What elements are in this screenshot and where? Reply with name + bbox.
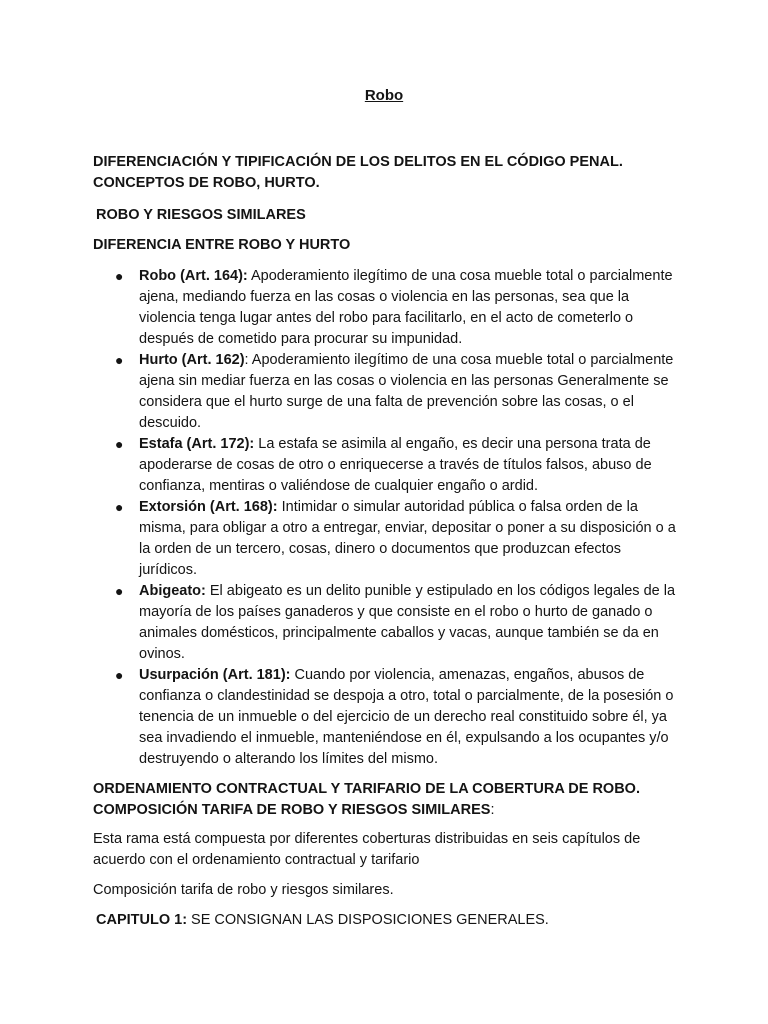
- bullet-icon: ●: [115, 352, 124, 368]
- paragraph-composicion: Composición tarifa de robo y riesgos similares.: [93, 882, 394, 898]
- section-heading-colon: :: [490, 802, 495, 818]
- section-heading: [93, 779, 683, 821]
- bullet-icon: ●: [115, 436, 124, 452]
- item-term: Abigeato:: [139, 583, 206, 599]
- section-heading-line-2: COMPOSICIÓN TARIFA DE ROBO Y RIESGOS SIMILARES: [93, 802, 491, 818]
- main-heading-line-1: DIFERENCIACIÓN Y TIPIFICACIÓN DE LOS DELITOS EN EL CÓDIGO PENAL.: [93, 154, 623, 170]
- bullet-icon: ●: [115, 583, 124, 599]
- item-term: Hurto (Art. 162): [139, 352, 245, 368]
- subheading-robo-riesgos: ROBO Y RIESGOS SIMILARES: [96, 207, 306, 223]
- bullet-icon: ●: [115, 499, 124, 515]
- list-item: [93, 497, 683, 581]
- item-text: Apoderamiento ilegítimo de una cosa mueble total o parcialmente ajena, mediando fuerza en las cosas o violencia en las personas, sea que la violencia tenga lugar antes del robo para facilitarlo, en el acto de cometerlo o después de cometido para procurar su impunidad.: [139, 268, 673, 347]
- main-heading-line-2: CONCEPTOS DE ROBO, HURTO.: [93, 175, 320, 191]
- bullet-icon: ●: [115, 667, 124, 683]
- item-text: El abigeato es un delito punible y estipulado en los códigos legales de la mayoría de los países ganaderos y que consiste en el robo o hurto de ganado o animales domésticos, principalmente caballos y vacas, aunque también se da en ovinos.: [139, 583, 676, 662]
- section-heading-line-1: ORDENAMIENTO CONTRACTUAL Y TARIFARIO DE LA COBERTURA DE ROBO.: [93, 781, 640, 797]
- item-term: Extorsión (Art. 168):: [139, 499, 278, 515]
- item-text: Intimidar o simular autoridad pública o falsa orden de la misma, para obligar a otro a entregar, enviar, depositar o poner a su disposición o a la orden de un tercero, cosas, dinero o documentos que produzcan efectos jurídicos.: [139, 499, 676, 578]
- list-item: [93, 665, 683, 770]
- item-term: Estafa (Art. 172):: [139, 436, 255, 452]
- list-item: [93, 350, 683, 434]
- item-text: Cuando por violencia, amenazas, engaños, abusos de confianza o clandestinidad se despoja a otro, total o parcialmente, de la posesión o tenencia de un inmueble o del ejercicio de un derecho real constituido sobre él, ya sea invadiendo el inmueble, manteniéndose en él, expulsando a los ocupantes y/o destruyendo o alterando los límites del mismo.: [139, 667, 674, 767]
- list-item: [93, 266, 683, 350]
- item-term: Usurpación (Art. 181):: [139, 667, 291, 683]
- page-title: Robo: [364, 87, 404, 104]
- item-term: Robo (Art. 164):: [139, 268, 248, 284]
- bullet-icon: ●: [115, 268, 124, 284]
- capitulo-text: SE CONSIGNAN LAS DISPOSICIONES GENERALES.: [187, 912, 549, 928]
- item-text: : Apoderamiento ilegítimo de una cosa mueble total o parcialmente ajena sin mediar fuerza en las cosas o violencia en las personas Generalmente se considera que el hurto surge de una falta de prevención sobre las cosas, o el descuido.: [139, 352, 674, 431]
- capitulo-label: CAPITULO 1:: [96, 912, 188, 928]
- paragraph-ramas: Esta rama está compuesta por diferentes coberturas distribuidas en seis capítulos de acuerdo con el ordenamiento contractual y tarifario: [93, 831, 641, 868]
- list-item: [93, 581, 683, 665]
- list-item: [93, 434, 683, 497]
- subheading-diferencia: DIFERENCIA ENTRE ROBO Y HURTO: [93, 237, 351, 253]
- definitions-list: [93, 266, 683, 770]
- capitulo-line: [96, 910, 686, 931]
- main-heading: [93, 152, 683, 194]
- item-text: La estafa se asimila al engaño, es decir una persona trata de apoderarse de cosas de otro o enriquecerse a través de títulos falsos, abuso de confianza, mentiras o valiéndose de cualquier engaño o ardid.: [139, 436, 652, 494]
